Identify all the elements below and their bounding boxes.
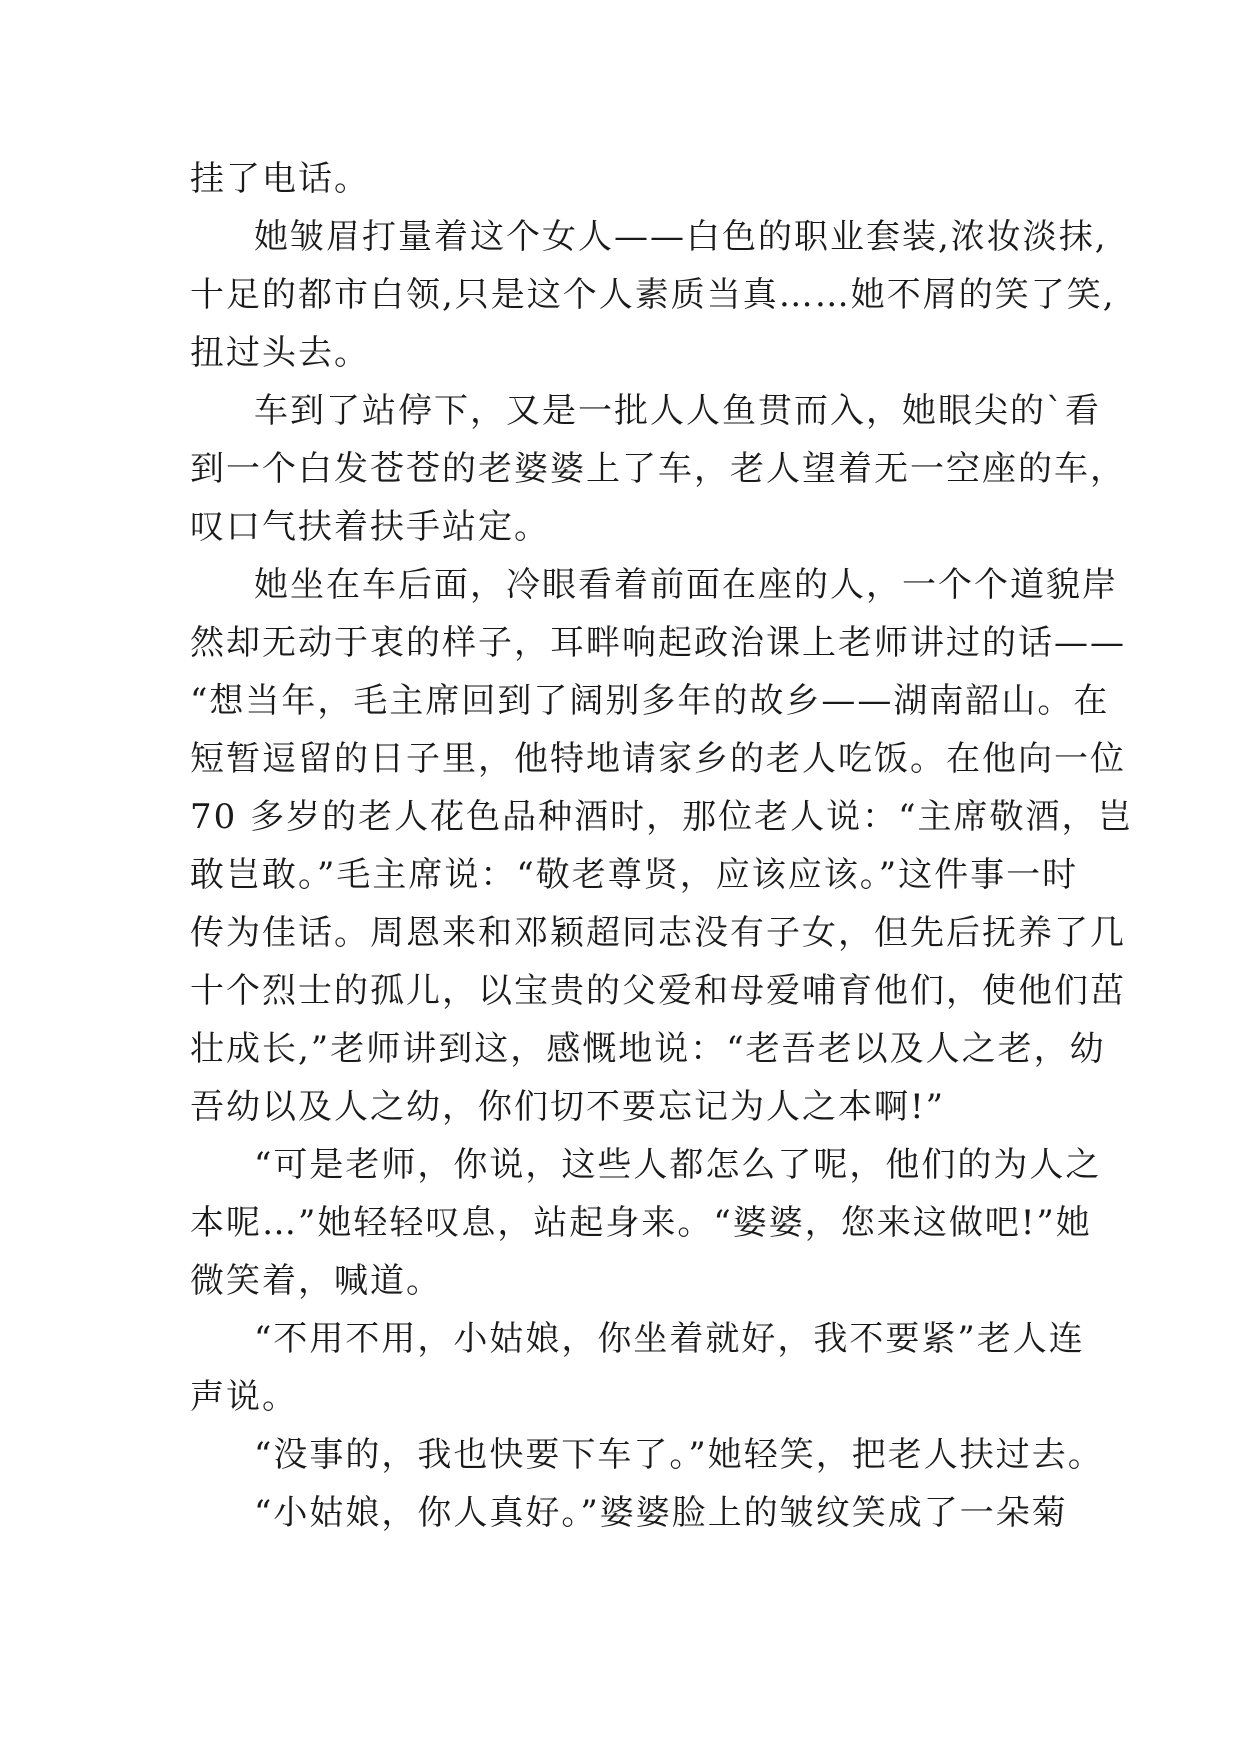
text-line: “不用不用，小姑娘，你坐着就好，我不要紧”老人连 [254, 1319, 1085, 1359]
text-line: 挂了电话。 [190, 159, 370, 199]
text-line: 然却无动于衷的样子，耳畔响起政治课上老师讲过的话—— [190, 623, 1126, 663]
text-line: “没事的，我也快要下车了。”她轻笑，把老人扶过去。 [254, 1435, 1104, 1475]
text-line: 吾幼以及人之幼，你们切不要忘记为人之本啊!” [190, 1087, 946, 1127]
text-line: 敢岂敢。”毛主席说：“敬老尊贤，应该应该。”这件事一时 [190, 855, 1079, 895]
text-line: 短暂逗留的日子里，他特地请家乡的老人吃饭。在他向一位 [190, 739, 1126, 779]
text-line: 她皱眉打量着这个女人——白色的职业套装,浓妆淡抹, [254, 217, 1108, 257]
text-line: “想当年，毛主席回到了阔别多年的故乡——湖南韶山。在 [190, 681, 1110, 721]
text-line: 她坐在车后面，冷眼看着前面在座的人，一个个道貌岸 [254, 565, 1118, 605]
document-body [190, 150, 1134, 1542]
text-line: 叹口气扶着扶手站定。 [190, 507, 550, 547]
text-line: 传为佳话。周恩来和邓颖超同志没有子女，但先后抚养了几 [190, 913, 1126, 953]
text-line: 十足的都市白领,只是这个人素质当真……她不屑的笑了笑, [190, 275, 1116, 315]
text-line: 本呢…”她轻轻叹息，站起身来。“婆婆，您来这做吧!”她 [190, 1203, 1092, 1243]
text-line: 声说。 [190, 1377, 298, 1417]
text-line: 70 多岁的老人花色品种酒时，那位老人说：“主席敬酒，岂 [190, 797, 1134, 837]
text-line: 十个烈士的孤儿，以宝贵的父爱和母爱哺育他们，使他们茁 [190, 971, 1126, 1011]
text-line: “可是老师，你说，这些人都怎么了呢，他们的为人之 [254, 1145, 1102, 1185]
text-line: 到一个白发苍苍的老婆婆上了车，老人望着无一空座的车， [190, 449, 1126, 489]
text-line: 微笑着，喊道。 [190, 1261, 442, 1301]
text-line: “小姑娘，你人真好。”婆婆脸上的皱纹笑成了一朵菊 [254, 1493, 1068, 1533]
text-line: 扭过头去。 [190, 333, 370, 373]
text-line: 壮成长,”老师讲到这，感慨地说：“老吾老以及人之老，幼 [190, 1029, 1106, 1069]
text-line: 车到了站停下，又是一批人人鱼贯而入，她眼尖的`看 [254, 391, 1101, 431]
